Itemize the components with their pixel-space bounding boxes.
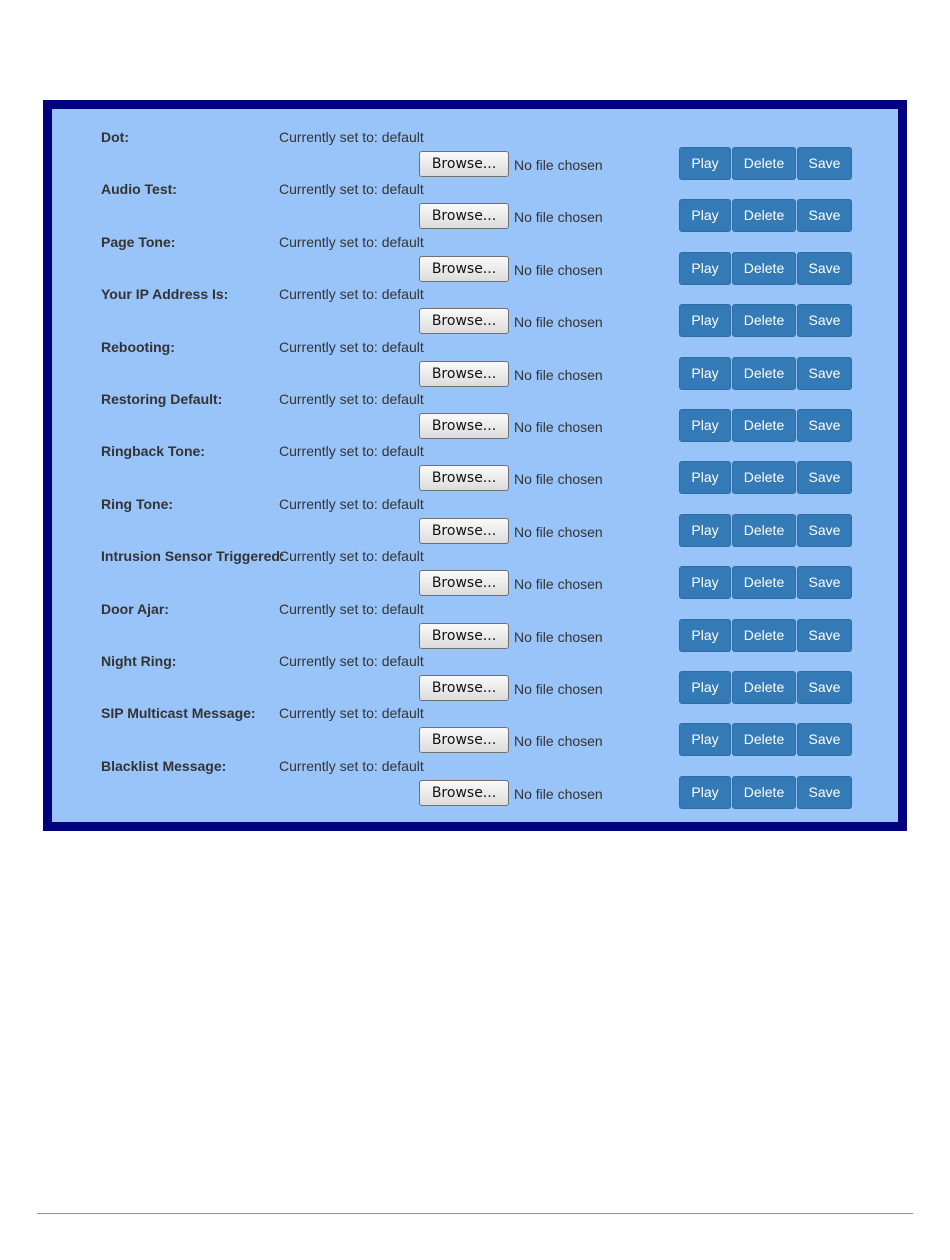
play-button[interactable]: Play bbox=[679, 514, 731, 547]
browse-button[interactable]: Browse... bbox=[419, 623, 509, 649]
current-setting-value: default bbox=[381, 653, 424, 669]
message-name: Your IP Address Is: bbox=[101, 286, 229, 303]
play-button[interactable]: Play bbox=[679, 619, 731, 652]
delete-button[interactable]: Delete bbox=[732, 671, 796, 704]
save-button[interactable]: Save bbox=[797, 671, 852, 704]
browse-button[interactable]: Browse... bbox=[419, 675, 509, 701]
browse-button[interactable]: Browse... bbox=[419, 151, 509, 177]
browse-button[interactable]: Browse... bbox=[419, 256, 509, 282]
current-setting-label: Currently set to: bbox=[279, 129, 378, 145]
current-setting-value: default bbox=[381, 548, 424, 565]
message-name: Audio Test: bbox=[101, 181, 177, 198]
delete-button[interactable]: Delete bbox=[732, 723, 796, 756]
current-setting bbox=[279, 548, 424, 564]
current-setting-label: Currently set to: bbox=[279, 391, 378, 407]
message-name: Dot: bbox=[101, 129, 129, 145]
current-setting-value: default bbox=[381, 338, 424, 355]
file-status: No file chosen bbox=[514, 523, 603, 540]
browse-button[interactable]: Browse... bbox=[419, 465, 509, 491]
message-row bbox=[52, 423, 898, 488]
delete-button[interactable]: Delete bbox=[732, 304, 796, 337]
current-setting-label: Currently set to: bbox=[279, 286, 378, 303]
message-row bbox=[52, 633, 898, 697]
save-button[interactable]: Save bbox=[797, 409, 852, 442]
current-setting bbox=[279, 234, 424, 250]
delete-button[interactable]: Delete bbox=[732, 776, 796, 809]
delete-button[interactable]: Delete bbox=[732, 409, 796, 442]
file-status: No file chosen bbox=[514, 785, 603, 802]
current-setting-value: default bbox=[381, 286, 424, 303]
play-button[interactable]: Play bbox=[679, 461, 731, 494]
play-button[interactable]: Play bbox=[679, 199, 731, 232]
delete-button[interactable]: Delete bbox=[732, 514, 796, 547]
file-status: No file chosen bbox=[514, 419, 603, 435]
current-setting bbox=[279, 758, 424, 774]
message-row bbox=[52, 319, 898, 383]
current-setting-label: Currently set to: bbox=[279, 757, 378, 774]
file-status: No file chosen bbox=[514, 733, 603, 750]
file-status: No file chosen bbox=[514, 209, 603, 226]
current-setting-label: Currently set to: bbox=[279, 338, 378, 355]
play-button[interactable]: Play bbox=[679, 357, 731, 390]
save-button[interactable]: Save bbox=[797, 147, 852, 180]
current-setting-label: Currently set to: bbox=[279, 600, 378, 617]
current-setting bbox=[279, 391, 424, 407]
browse-button[interactable]: Browse... bbox=[419, 308, 509, 334]
message-name: Rebooting: bbox=[101, 338, 175, 355]
save-button[interactable]: Save bbox=[797, 776, 852, 809]
browse-button[interactable]: Browse... bbox=[419, 727, 509, 753]
save-button[interactable]: Save bbox=[797, 619, 852, 652]
current-setting-value: default bbox=[381, 600, 424, 617]
play-button[interactable]: Play bbox=[679, 566, 731, 599]
message-row bbox=[52, 109, 898, 173]
message-name: SIP Multicast Message: bbox=[101, 705, 256, 722]
browse-button[interactable]: Browse... bbox=[419, 570, 509, 596]
current-setting bbox=[279, 601, 424, 617]
file-status: No file chosen bbox=[514, 681, 603, 697]
message-name: Intrusion Sensor Triggered: bbox=[101, 548, 285, 565]
message-row bbox=[52, 581, 898, 645]
message-name: Door Ajar: bbox=[101, 600, 169, 617]
play-button[interactable]: Play bbox=[679, 409, 731, 442]
delete-button[interactable]: Delete bbox=[732, 461, 796, 494]
play-button[interactable]: Play bbox=[679, 671, 731, 704]
delete-button[interactable]: Delete bbox=[732, 619, 796, 652]
message-name: Page Tone: bbox=[101, 233, 176, 250]
current-setting-value: default bbox=[381, 443, 424, 460]
browse-button[interactable]: Browse... bbox=[419, 413, 509, 439]
file-status: No file chosen bbox=[514, 366, 603, 383]
file-status: No file chosen bbox=[514, 471, 603, 488]
message-row bbox=[52, 528, 898, 593]
message-row bbox=[52, 685, 898, 750]
message-name: Ring Tone: bbox=[101, 495, 174, 512]
current-setting-label: Currently set to: bbox=[279, 548, 378, 565]
file-status: No file chosen bbox=[514, 628, 603, 645]
footer-divider bbox=[37, 1213, 913, 1214]
current-setting-value: default bbox=[381, 233, 424, 250]
message-name: Blacklist Message: bbox=[101, 757, 227, 774]
message-name: Night Ring: bbox=[101, 653, 177, 669]
message-row bbox=[52, 738, 898, 802]
message-row bbox=[52, 161, 898, 226]
save-button[interactable]: Save bbox=[797, 252, 852, 285]
current-setting-label: Currently set to: bbox=[279, 495, 378, 512]
file-status: No file chosen bbox=[514, 261, 603, 278]
file-status: No file chosen bbox=[514, 576, 603, 593]
current-setting-value: default bbox=[381, 129, 424, 145]
current-setting bbox=[279, 653, 424, 669]
delete-button[interactable]: Delete bbox=[732, 357, 796, 390]
play-button[interactable]: Play bbox=[679, 147, 731, 180]
save-button[interactable]: Save bbox=[797, 723, 852, 756]
message-row bbox=[52, 214, 898, 278]
file-status: No file chosen bbox=[514, 157, 603, 173]
message-row bbox=[52, 371, 898, 435]
browse-button[interactable]: Browse... bbox=[419, 518, 509, 544]
current-setting bbox=[279, 705, 424, 721]
message-row bbox=[52, 266, 898, 331]
play-button[interactable]: Play bbox=[679, 252, 731, 285]
current-setting-value: default bbox=[381, 181, 424, 198]
delete-button[interactable]: Delete bbox=[732, 199, 796, 232]
save-button[interactable]: Save bbox=[797, 461, 852, 494]
delete-button[interactable]: Delete bbox=[732, 252, 796, 285]
message-name: Ringback Tone: bbox=[101, 443, 205, 460]
browse-button[interactable]: Browse... bbox=[419, 780, 509, 806]
current-setting-value: default bbox=[381, 757, 424, 774]
browse-button[interactable]: Browse... bbox=[419, 203, 509, 229]
current-setting bbox=[279, 443, 424, 459]
current-setting bbox=[279, 496, 424, 512]
save-button[interactable]: Save bbox=[797, 199, 852, 232]
current-setting bbox=[279, 339, 424, 355]
play-button[interactable]: Play bbox=[679, 304, 731, 337]
save-button[interactable]: Save bbox=[797, 357, 852, 390]
current-setting-value: default bbox=[381, 391, 424, 407]
delete-button[interactable]: Delete bbox=[732, 566, 796, 599]
current-setting bbox=[279, 286, 424, 302]
delete-button[interactable]: Delete bbox=[732, 147, 796, 180]
play-button[interactable]: Play bbox=[679, 723, 731, 756]
current-setting-label: Currently set to: bbox=[279, 181, 378, 198]
file-status: No file chosen bbox=[514, 314, 603, 331]
current-setting-label: Currently set to: bbox=[279, 443, 378, 460]
current-setting-label: Currently set to: bbox=[279, 705, 378, 722]
save-button[interactable]: Save bbox=[797, 566, 852, 599]
save-button[interactable]: Save bbox=[797, 304, 852, 337]
message-row bbox=[52, 476, 898, 540]
current-setting bbox=[279, 181, 424, 197]
current-setting-label: Currently set to: bbox=[279, 233, 378, 250]
current-setting-value: default bbox=[381, 705, 424, 722]
audio-messages-panel bbox=[43, 100, 907, 831]
save-button[interactable]: Save bbox=[797, 514, 852, 547]
current-setting-label: Currently set to: bbox=[279, 653, 378, 669]
browse-button[interactable]: Browse... bbox=[419, 361, 509, 387]
play-button[interactable]: Play bbox=[679, 776, 731, 809]
current-setting bbox=[279, 129, 424, 145]
current-setting-value: default bbox=[381, 495, 424, 512]
message-name: Restoring Default: bbox=[101, 391, 223, 407]
